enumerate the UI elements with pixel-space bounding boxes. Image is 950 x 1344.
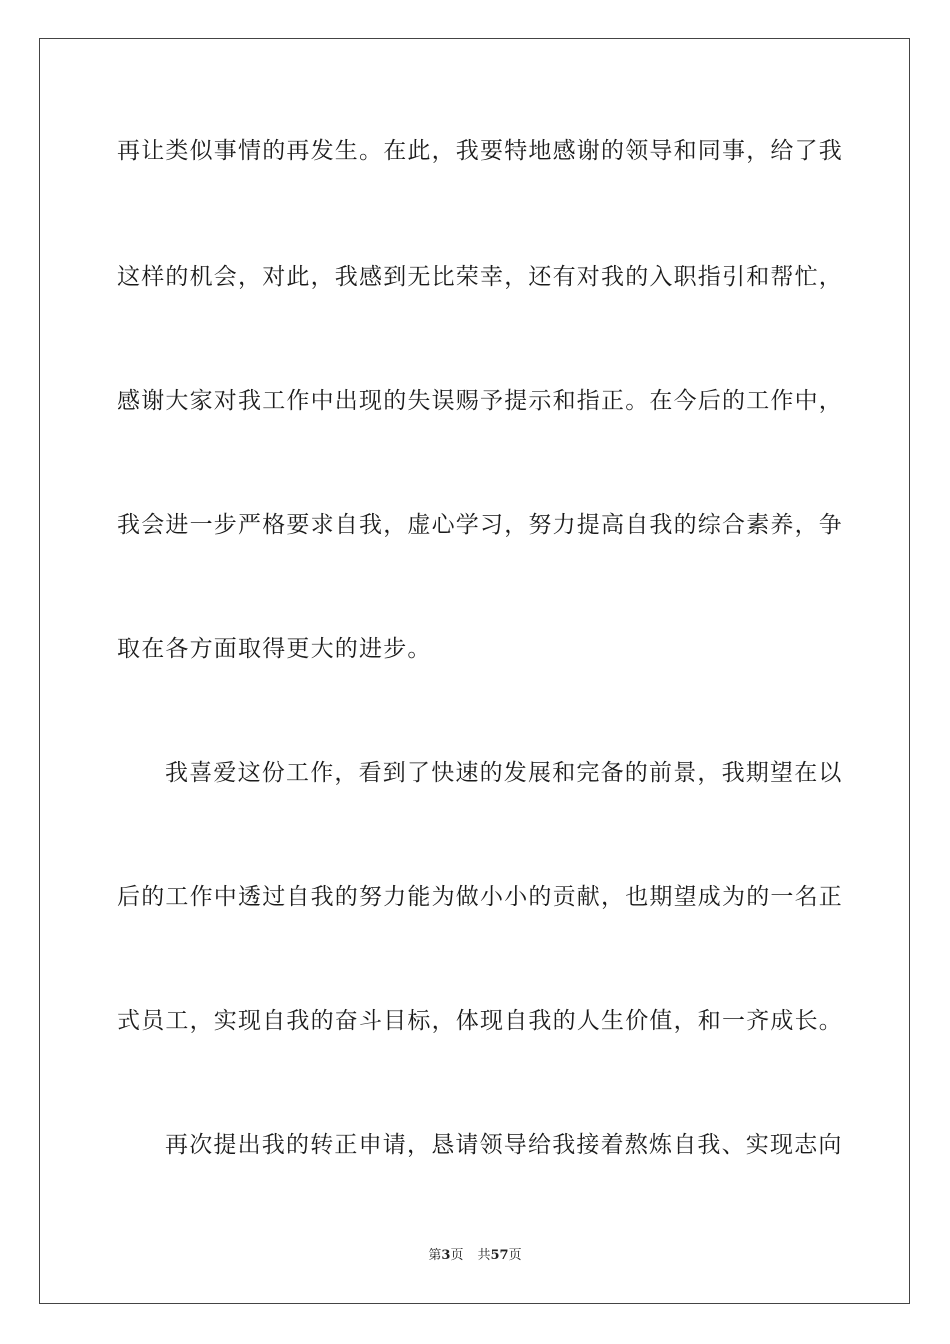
page-frame (39, 38, 910, 1304)
text-line: 这样的机会，对此，我感到无比荣幸，还有对我的入职指引和帮忙， (117, 264, 843, 290)
page-number: 3 (441, 1248, 451, 1263)
text-line: 再让类似事情的再发生。在此，我要特地感谢的领导和同事，给了我 (117, 138, 843, 164)
total-suffix: 页 (508, 1248, 522, 1263)
text-line: 式员工，实现自我的奋斗目标，体现自我的人生价值，和一齐成长。 (117, 1008, 843, 1034)
text-line: 后的工作中透过自我的努力能为做小小的贡献，也期望成为的一名正 (117, 884, 843, 910)
page-footer (0, 1247, 950, 1265)
total-pages: 57 (490, 1248, 509, 1263)
text-line-paragraph-start: 再次提出我的转正申请，恳请领导给我接着熬炼自我、实现志向 (165, 1132, 843, 1158)
total-prefix: 共 (477, 1248, 491, 1263)
text-line: 取在各方面取得更大的进步。 (117, 636, 432, 662)
text-line-paragraph-start: 我喜爱这份工作，看到了快速的发展和完备的前景，我期望在以 (165, 760, 843, 786)
text-line: 我会进一步严格要求自我，虚心学习，努力提高自我的综合素养，争 (117, 512, 843, 538)
page-suffix: 页 (450, 1248, 464, 1263)
page-prefix: 第 (428, 1248, 442, 1263)
text-line: 感谢大家对我工作中出现的失误赐予提示和指正。在今后的工作中， (117, 388, 843, 414)
